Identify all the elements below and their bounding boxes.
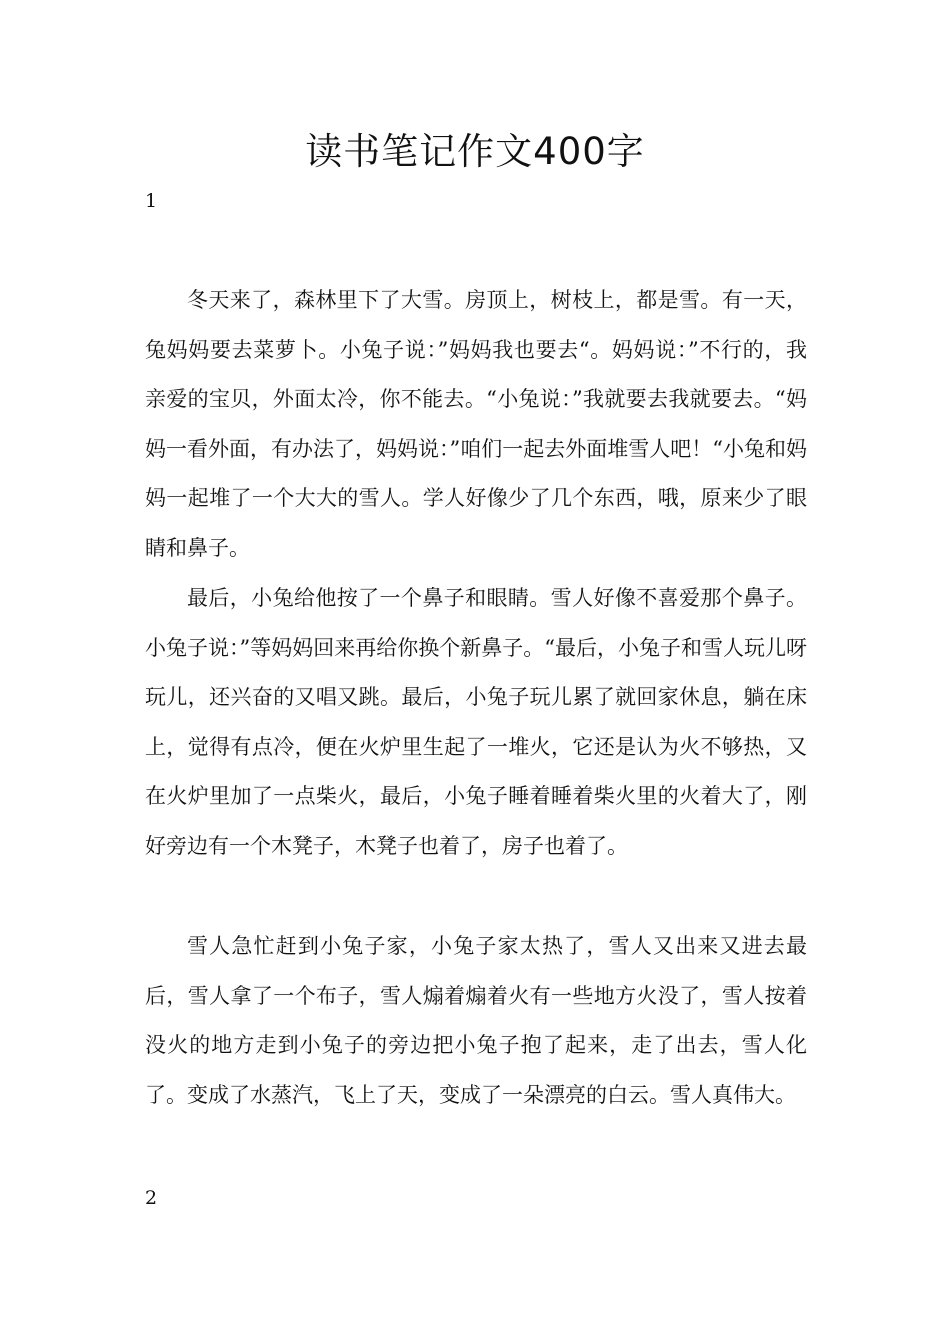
document-title: 读书笔记作文400字 xyxy=(305,130,645,173)
paragraph-3: 雪人急忙赶到小兔子家，小兔子家太热了，雪人又出来又进去最后，雪人拿了一个布子，雪人煽着煽着火有一些地方火没了，雪人按着没火的地方走到小兔子的旁边把小兔子抱了起来，走了出去，雪人化了。变成了水蒸汽，飞上了天，变成了一朵漂亮的白云。雪人真伟大。 xyxy=(145,934,807,1107)
paragraph-1: 冬天来了，森林里下了大雪。房顶上，树枝上，都是雪。有一天，兔妈妈要去菜萝卜。小兔子说：”妈妈我也要去“。妈妈说：”不行的，我亲爱的宝贝，外面太冷，你不能去。“小兔说：”我就要去我就要去。“妈妈一看外面，有办法了，妈妈说：”咱们一起去外面堆雪人吧！“小兔和妈妈一起堆了一个大大的雪人。学人好像少了几个东西，哦，原来少了眼睛和鼻子。 xyxy=(145,288,807,560)
paragraph-1-block xyxy=(145,276,807,573)
section-marker-1: 1 xyxy=(145,190,158,212)
paragraph-2-block xyxy=(145,574,807,871)
paragraph-2: 最后，小兔给他按了一个鼻子和眼睛。雪人好像不喜爱那个鼻子。小兔子说：”等妈妈回来再给你换个新鼻子。“最后，小兔子和雪人玩儿呀玩儿，还兴奋的又唱又跳。最后，小兔子玩儿累了就回家休息，躺在床上，觉得有点冷，便在火炉里生起了一堆火，它还是认为火不够热，又在火炉里加了一点柴火，最后，小兔子睡着睡着柴火里的火着大了，刚好旁边有一个木凳子，木凳子也着了，房子也着了。 xyxy=(145,586,807,858)
section-marker-2: 2 xyxy=(145,1187,158,1209)
paragraph-3-block xyxy=(145,922,807,1120)
